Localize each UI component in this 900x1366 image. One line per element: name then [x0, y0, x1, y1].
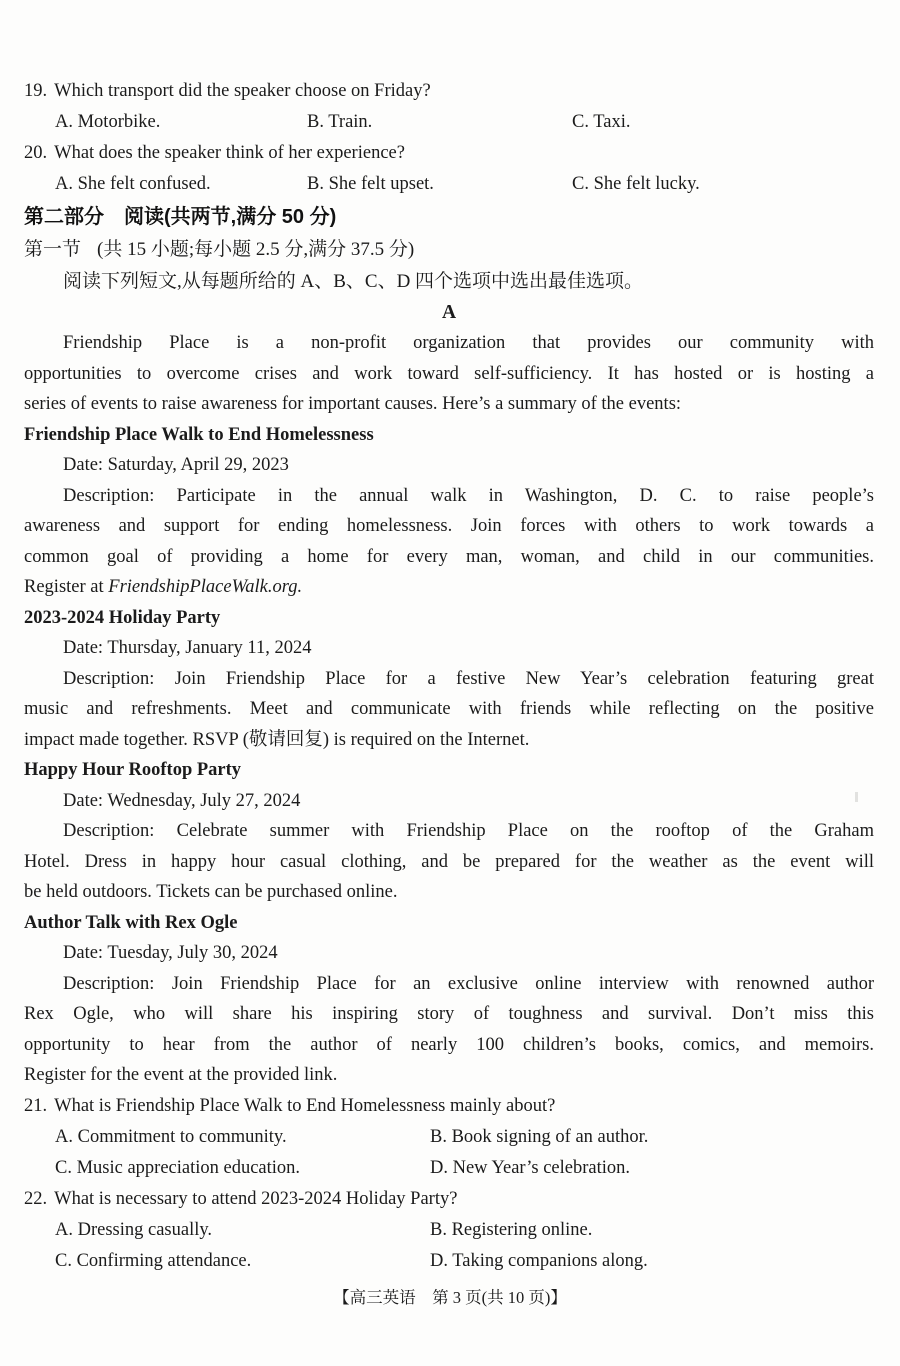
- event-walk-date: Date: Saturday, April 29, 2023: [63, 455, 289, 475]
- question-20-number: 20.: [24, 143, 48, 163]
- question-20-text: What does the speaker think of her experience?: [54, 143, 405, 163]
- register-prefix: Register at: [24, 577, 109, 597]
- question-22-option-b: B. Registering online.: [430, 1219, 593, 1240]
- question-22-text: What is necessary to attend 2023-2024 Holiday Party?: [54, 1188, 458, 1209]
- page-footer: 【高三英语 第 3 页(共 10 页)】: [333, 1288, 567, 1307]
- part-two-label: 第二部分: [24, 206, 104, 228]
- event-walk-register-line: [24, 572, 874, 603]
- question-19-option-b: B. Train.: [307, 112, 373, 132]
- event-holiday-desc-line: Description: Join Friendship Place for a festive New Year’s celebration featuring great: [63, 668, 874, 689]
- event-author-desc-line: Register for the event at the provided link.: [24, 1065, 338, 1085]
- part-two-title: 阅读(共两节,满分 50 分): [124, 206, 337, 228]
- event-holiday-date: Date: Thursday, January 11, 2024: [63, 638, 312, 658]
- question-20-option-b: B. She felt upset.: [307, 174, 434, 194]
- event-title-holiday-party: 2023-2024 Holiday Party: [24, 607, 221, 628]
- event-author-desc-line: Description: Join Friendship Place for an exclusive online interview with renowned author: [63, 973, 874, 994]
- question-19-text: Which transport did the speaker choose on Friday?: [54, 81, 431, 101]
- event-walk-desc-line: awareness and support for ending homelessness. Join forces with others to work towards a: [24, 516, 874, 536]
- event-rooftop-desc-line: Description: Celebrate summer with Friendship Place on the rooftop of the Graham: [63, 821, 874, 841]
- event-walk-desc-line: Description: Participate in the annual walk in Washington, D. C. to raise people’s: [63, 485, 874, 506]
- event-author-desc-line: Rex Ogle, who will share his inspiring story of toughness and survival. Don’t miss this: [24, 1004, 874, 1024]
- event-title-rooftop-party: Happy Hour Rooftop Party: [24, 760, 242, 780]
- question-19-option-a: A. Motorbike.: [55, 112, 161, 132]
- question-20: [24, 138, 874, 169]
- event-rooftop-desc-line: be held outdoors. Tickets can be purchased online.: [24, 882, 398, 902]
- question-20-option-c: C. She felt lucky.: [572, 174, 700, 194]
- passage-label-a: A: [441, 302, 457, 323]
- section-one-header: [24, 234, 874, 266]
- event-title-author-talk: Author Talk with Rex Ogle: [24, 912, 238, 933]
- question-19: [24, 76, 874, 107]
- passage-intro-line: series of events to raise awareness for important causes. Here’s a summary of the events:: [24, 394, 682, 414]
- section-one-info: (共 15 小题;每小题 2.5 分,满分 37.5 分): [97, 239, 415, 260]
- question-21-options-row-1: [24, 1122, 874, 1153]
- question-19-options: [24, 107, 874, 138]
- event-holiday-desc-line: music and refreshments. Meet and communicate with friends while reflecting on the positive: [24, 699, 874, 719]
- question-22-option-a: A. Dressing casually.: [55, 1219, 213, 1240]
- question-22-option-d: D. Taking companions along.: [430, 1250, 648, 1271]
- scan-artifact: [855, 792, 858, 802]
- event-rooftop-date: Date: Wednesday, July 27, 2024: [63, 790, 301, 811]
- part-two-header: [24, 200, 874, 234]
- event-holiday-desc-line: impact made together. RSVP (敬请回复) is required on the Internet.: [24, 729, 530, 750]
- question-22-options-row-2: [24, 1246, 874, 1277]
- question-22-option-c: C. Confirming attendance.: [55, 1250, 252, 1271]
- event-author-date: Date: Tuesday, July 30, 2024: [63, 943, 278, 963]
- passage-intro-line: Friendship Place is a non-profit organization that provides our community with: [63, 333, 874, 353]
- question-19-option-c: C. Taxi.: [572, 112, 631, 132]
- question-21-options-row-2: [24, 1153, 874, 1184]
- question-21-option-b: B. Book signing of an author.: [430, 1126, 649, 1147]
- section-one-label: 第一节: [24, 239, 82, 260]
- question-22-number: 22.: [24, 1188, 48, 1209]
- question-21-option-c: C. Music appreciation education.: [55, 1157, 301, 1178]
- question-21-option-a: A. Commitment to community.: [55, 1126, 287, 1147]
- question-19-number: 19.: [24, 81, 48, 101]
- question-21-option-d: D. New Year’s celebration.: [430, 1157, 631, 1178]
- question-20-option-a: A. She felt confused.: [55, 174, 211, 194]
- event-walk-desc-line: common goal of providing a home for every man, woman, and child in our communities.: [24, 546, 874, 567]
- event-author-desc-line: opportunity to hear from the author of nearly 100 children’s books, comics, and memoirs.: [24, 1034, 874, 1055]
- register-url: FriendshipPlaceWalk.org.: [108, 577, 303, 597]
- question-22-options-row-1: [24, 1215, 874, 1246]
- question-22: [24, 1184, 874, 1215]
- event-rooftop-desc-line: Hotel. Dress in happy hour casual clothing, and be prepared for the weather as the event will: [24, 851, 874, 872]
- question-21-text: What is Friendship Place Walk to End Homelessness mainly about?: [54, 1095, 556, 1116]
- question-21-number: 21.: [24, 1095, 48, 1116]
- passage-intro-line: opportunities to overcome crises and work toward self-sufficiency. It has hosted or is hosting a: [24, 363, 874, 384]
- question-20-options: [24, 169, 874, 200]
- reading-instruction: 阅读下列短文,从每题所给的 A、B、C、D 四个选项中选出最佳选项。: [63, 271, 644, 292]
- question-21: [24, 1091, 874, 1122]
- event-title-walk: Friendship Place Walk to End Homelessness: [24, 424, 374, 445]
